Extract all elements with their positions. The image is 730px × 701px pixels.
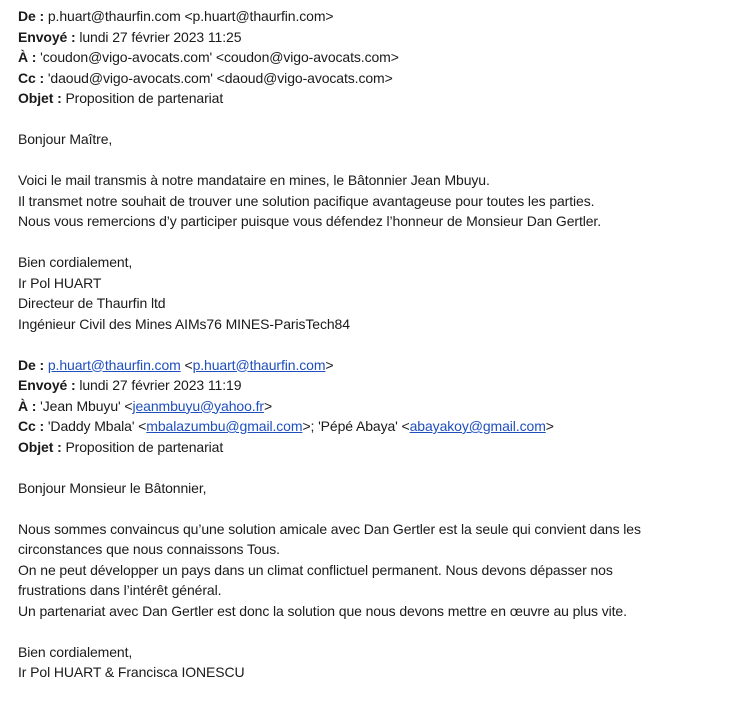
quoted-cc-separator: >; 'Pépé Abaya' < bbox=[302, 418, 410, 434]
quoted-subject-label: Objet : bbox=[18, 438, 62, 455]
cc-label: Cc : bbox=[18, 69, 45, 86]
quoted-from-link-2[interactable]: p.huart@thaurfin.com bbox=[192, 356, 326, 373]
closing: Bien cordialement, bbox=[18, 254, 133, 270]
quoted-cc-link-2[interactable]: abayakoy@gmail.com bbox=[409, 418, 546, 434]
quoted-to-link[interactable]: jeanmbuyu@yahoo.fr bbox=[132, 397, 264, 414]
sent-value: lundi 27 février 2023 11:25 bbox=[79, 28, 242, 45]
quoted-cc-label: Cc : bbox=[18, 418, 45, 434]
quoted-email-header bbox=[18, 355, 720, 458]
to-row bbox=[18, 47, 720, 68]
to-value: 'coudon@vigo-avocats.com' <coudon@vigo-avocats.com> bbox=[40, 49, 399, 65]
body-line: Nous vous remercions d’y participer puisque vous défendez l’honneur de Monsieur Dan Gertler. bbox=[18, 213, 602, 229]
quoted-sent-row bbox=[18, 375, 720, 396]
bracket-text: < bbox=[184, 356, 193, 373]
quoted-subject-row bbox=[18, 437, 720, 458]
sent-label: Envoyé : bbox=[18, 28, 76, 45]
bracket-text: > bbox=[325, 356, 334, 373]
to-label: À : bbox=[18, 49, 37, 65]
quoted-from-label: De : bbox=[18, 356, 45, 373]
signature-line: Ingénieur Civil des Mines AIMs76 MINES-ParisTech84 bbox=[18, 315, 350, 332]
quoted-signature: Ir Pol HUART & Francisca IONESCU bbox=[18, 664, 245, 680]
quoted-closing: Bien cordialement, bbox=[18, 643, 133, 660]
bracket-text: > bbox=[545, 418, 554, 434]
quoted-body-line: Un partenariat avec Dan Gertler est donc la solution que nous devons mettre en œuvre au plus vite. bbox=[18, 602, 627, 619]
subject-label: Objet : bbox=[18, 90, 62, 106]
quoted-subject-value: Proposition de partenariat bbox=[65, 438, 224, 455]
quoted-to-name: 'Jean Mbuyu' < bbox=[40, 397, 133, 414]
quoted-body-line: frustrations dans l’intérêt général. bbox=[18, 582, 222, 598]
cc-row bbox=[18, 68, 720, 89]
subject-row bbox=[18, 88, 720, 109]
subject-value: Proposition de partenariat bbox=[65, 90, 224, 106]
quoted-body-line: On ne peut développer un pays dans un climat conflictuel permanent. Nous devons dépasser nos bbox=[18, 561, 613, 578]
quoted-from-row bbox=[18, 355, 720, 376]
cc-value: 'daoud@vigo-avocats.com' <daoud@vigo-avocats.com> bbox=[47, 69, 393, 86]
quoted-sent-label: Envoyé : bbox=[18, 377, 76, 393]
from-value: p.huart@thaurfin.com <p.huart@thaurfin.com> bbox=[47, 8, 334, 24]
quoted-greeting: Bonjour Monsieur le Bâtonnier, bbox=[18, 479, 207, 496]
quoted-from-link[interactable]: p.huart@thaurfin.com bbox=[47, 356, 181, 373]
bracket-text: > bbox=[263, 397, 273, 414]
quoted-body-line: Nous sommes convaincus qu’une solution amicale avec Dan Gertler est la seule qui convient dans les bbox=[18, 520, 641, 537]
sent-row bbox=[18, 27, 720, 48]
body-line: Voici le mail transmis à notre mandataire en mines, le Bâtonnier Jean Mbuyu. bbox=[18, 172, 490, 188]
quoted-cc-row bbox=[18, 416, 720, 437]
email-document bbox=[18, 6, 720, 683]
quoted-sent-value: lundi 27 février 2023 11:19 bbox=[79, 377, 242, 393]
top-email-body bbox=[18, 129, 720, 334]
quoted-cc-link-1[interactable]: mbalazumbu@gmail.com bbox=[146, 418, 303, 434]
quoted-to-row bbox=[18, 396, 720, 417]
signature-line: Ir Pol HUART bbox=[18, 274, 102, 291]
greeting: Bonjour Maître, bbox=[18, 131, 113, 147]
from-row bbox=[18, 6, 720, 27]
from-label: De : bbox=[18, 8, 45, 24]
quoted-to-label: À : bbox=[18, 397, 37, 414]
signature-line: Directeur de Thaurfin ltd bbox=[18, 295, 166, 311]
quoted-email-body bbox=[18, 478, 720, 683]
body-line: Il transmet notre souhait de trouver une solution pacifique avantageuse pour toutes les parties. bbox=[18, 192, 595, 209]
top-email-header bbox=[18, 6, 720, 109]
quoted-cc-name-1: 'Daddy Mbala' < bbox=[47, 418, 147, 434]
quoted-body-line: circonstances que nous connaissons Tous. bbox=[18, 541, 280, 557]
